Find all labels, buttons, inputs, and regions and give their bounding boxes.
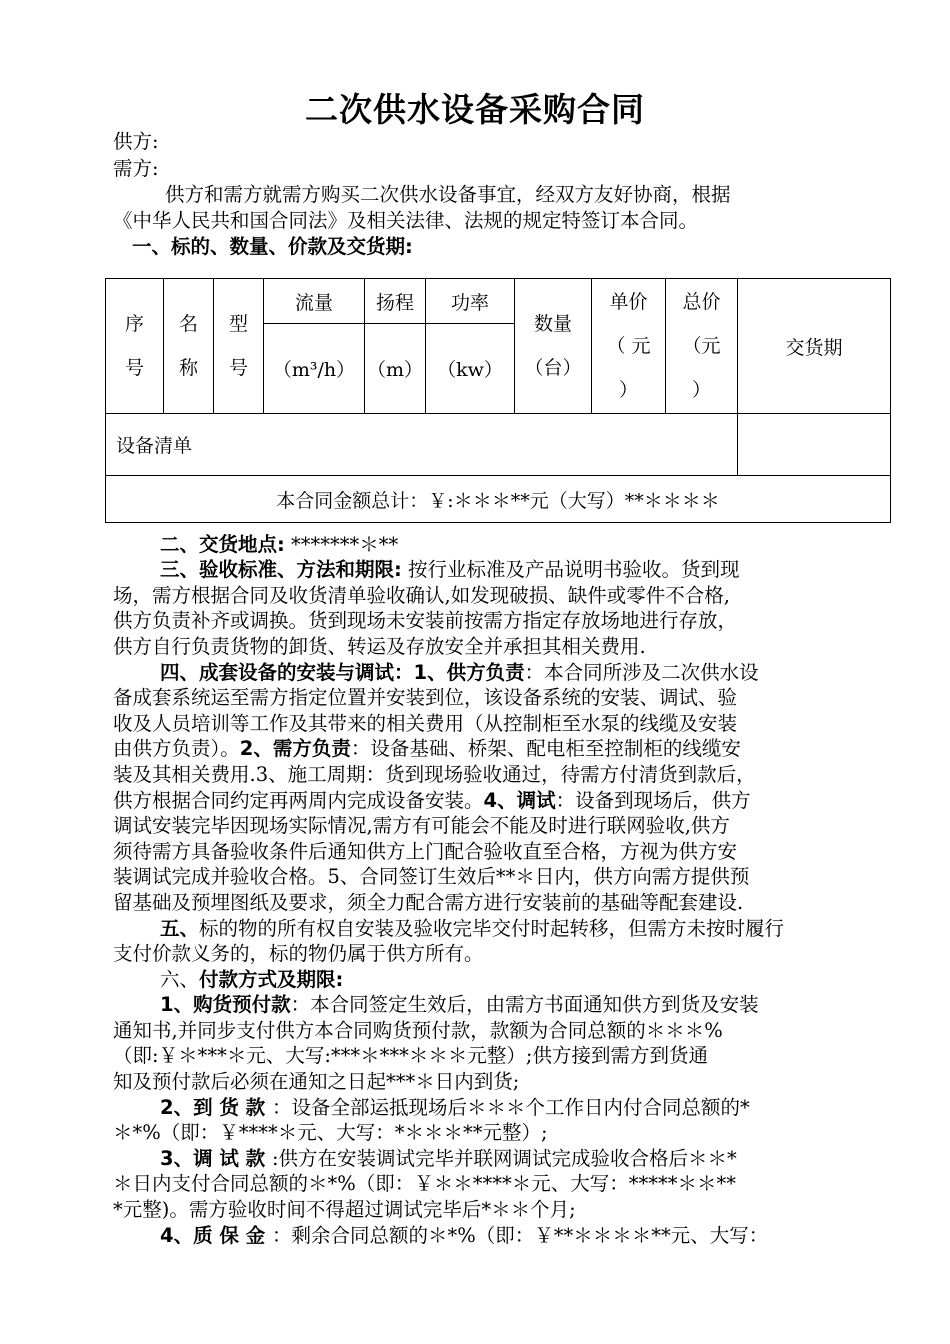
col-head-header: 扬程 [365,279,426,324]
payment-3-first: 3、调 试 款 :供方在安装调试完毕并联网调试完成验收合格后＊＊* [160,1147,737,1170]
section-4-line: 装调试完成并验收合格。5、合同签订生效后**＊日内，供方向需方提供预 [113,865,750,888]
section-4-line: 须待需方具备验收条件后通知供方上门配合验收直至合格，方视为供方安 [113,840,738,863]
section-4-first: 四、成套设备的安装与调试：1、供方负责：本合同所涉及二次供水设 [160,661,759,684]
payment-1-line: （即:￥＊***＊元、大写:***＊***＊＊＊元整）;供方接到需方到货通 [113,1044,708,1067]
buyer-label: 需方: [113,157,159,180]
payment-3-line: *元整)。需方验收时间不得超过调试完毕后*＊＊个月; [113,1198,576,1221]
section-3-first: 三、验收标准、方法和期限: 按行业标准及产品说明书验收。货到现 [160,558,740,581]
section-4-line: 由供方负责）。2、需方负责：设备基础、桥架、配电柜至控制柜的线缆安 [113,737,741,760]
equipment-delivery-cell [738,414,891,476]
col-power-header: 功率 [426,279,515,324]
col-delivery-header: 交货期 [738,279,891,414]
section-2: 二、交货地点: *******＊** [160,533,399,556]
payment-4-first: 4、质 保 金 ：剩余合同总额的＊*%（即：￥**＊＊＊＊**元、大写： [160,1224,769,1247]
col-qty-header: 数量 （台） [515,279,592,414]
col-seq-header: 序 号 [106,279,164,414]
section-4-line: 供方根据合同约定再两周内完成设备安装。4、调试：设备到现场后，供方 [113,789,751,812]
intro-line-1: 供方和需方就需方购买二次供水设备事宜，经双方友好协商，根据 [165,183,731,206]
items-table [105,278,891,523]
section-3-line: 场，需方根据合同及收货清单验收确认,如发现破损、缺件或零件不合格, [113,584,730,607]
section-6-title: 六、付款方式及期限: [160,968,344,991]
section-4-line: 收及人员培训等工作及其带来的相关费用（从控制柜至水泵的线缆及安装 [113,712,738,735]
col-name-header: 名 称 [164,279,214,414]
col-head-unit: （m） [365,324,426,414]
col-model-header: 型 号 [214,279,264,414]
col-unit-price-header: 单价 （ 元 ） [592,279,666,414]
section-4-line: 装及其相关费用.3、施工周期：货到现场验收通过，待需方付清货到款后， [113,763,756,786]
payment-1-line: 知及预付款后必须在通知之日起***＊日内到货; [113,1070,520,1093]
equipment-list-cell: 设备清单 [106,414,738,476]
section-1-title: 一、标的、数量、价款及交货期: [132,235,413,258]
payment-1-line: 通知书,并同步支付供方本合同购货预付款，款额为合同总额的＊＊＊% [113,1019,723,1042]
document-title: 二次供水设备采购合同 [305,90,645,129]
payment-2-first: 2、到 货 款 ：设备全部运抵现场后＊＊＊个工作日内付合同总额的* [160,1096,750,1119]
payment-2-line: ＊*%（即：￥****＊元、大写：*＊＊＊**元整）; [113,1121,548,1144]
col-flow-header: 流量 [264,279,365,324]
intro-line-2: 《中华人民共和国合同法》及相关法律、法规的规定特签订本合同。 [113,209,699,232]
section-4-line: 调试安装完毕因现场实际情况,需方有可能会不能及时进行联网验收,供方 [113,814,730,837]
section-3-line: 供方负责补齐或调换。货到现场未安装前按需方指定存放场地进行存放， [113,609,738,632]
section-3-line: 供方自行负责货物的卸货、转运及存放安全并承担其相关费用. [113,635,646,658]
section-5-first: 五、标的物的所有权自安装及验收完毕交付时起转移，但需方未按时履行 [160,917,785,940]
col-power-unit: （kw） [426,324,515,414]
payment-3-line: ＊日内支付合同总额的＊*%（即：￥＊＊****＊元、大写：*****＊＊** [113,1172,737,1195]
section-4-line: 备成套系统运至需方指定位置并安装到位，该设备系统的安装、调试、验 [113,686,738,709]
payment-1-first: 1、购货预付款：本合同签定生效后，由需方书面通知供方到货及安装 [160,993,759,1016]
section-4-line: 留基础及预埋图纸及要求，须全力配合需方进行安装前的基础等配套建设. [113,891,744,914]
supplier-label: 供方: [113,130,159,153]
section-5-line: 支付价款义务的，标的物仍属于供方所有。 [113,942,484,965]
col-total-price-header: 总价 （元 ） [666,279,738,414]
col-flow-unit: （m³/h） [264,324,365,414]
contract-total-cell: 本合同金额总计：￥:＊＊＊**元（大写）**＊＊＊＊ [106,476,891,523]
